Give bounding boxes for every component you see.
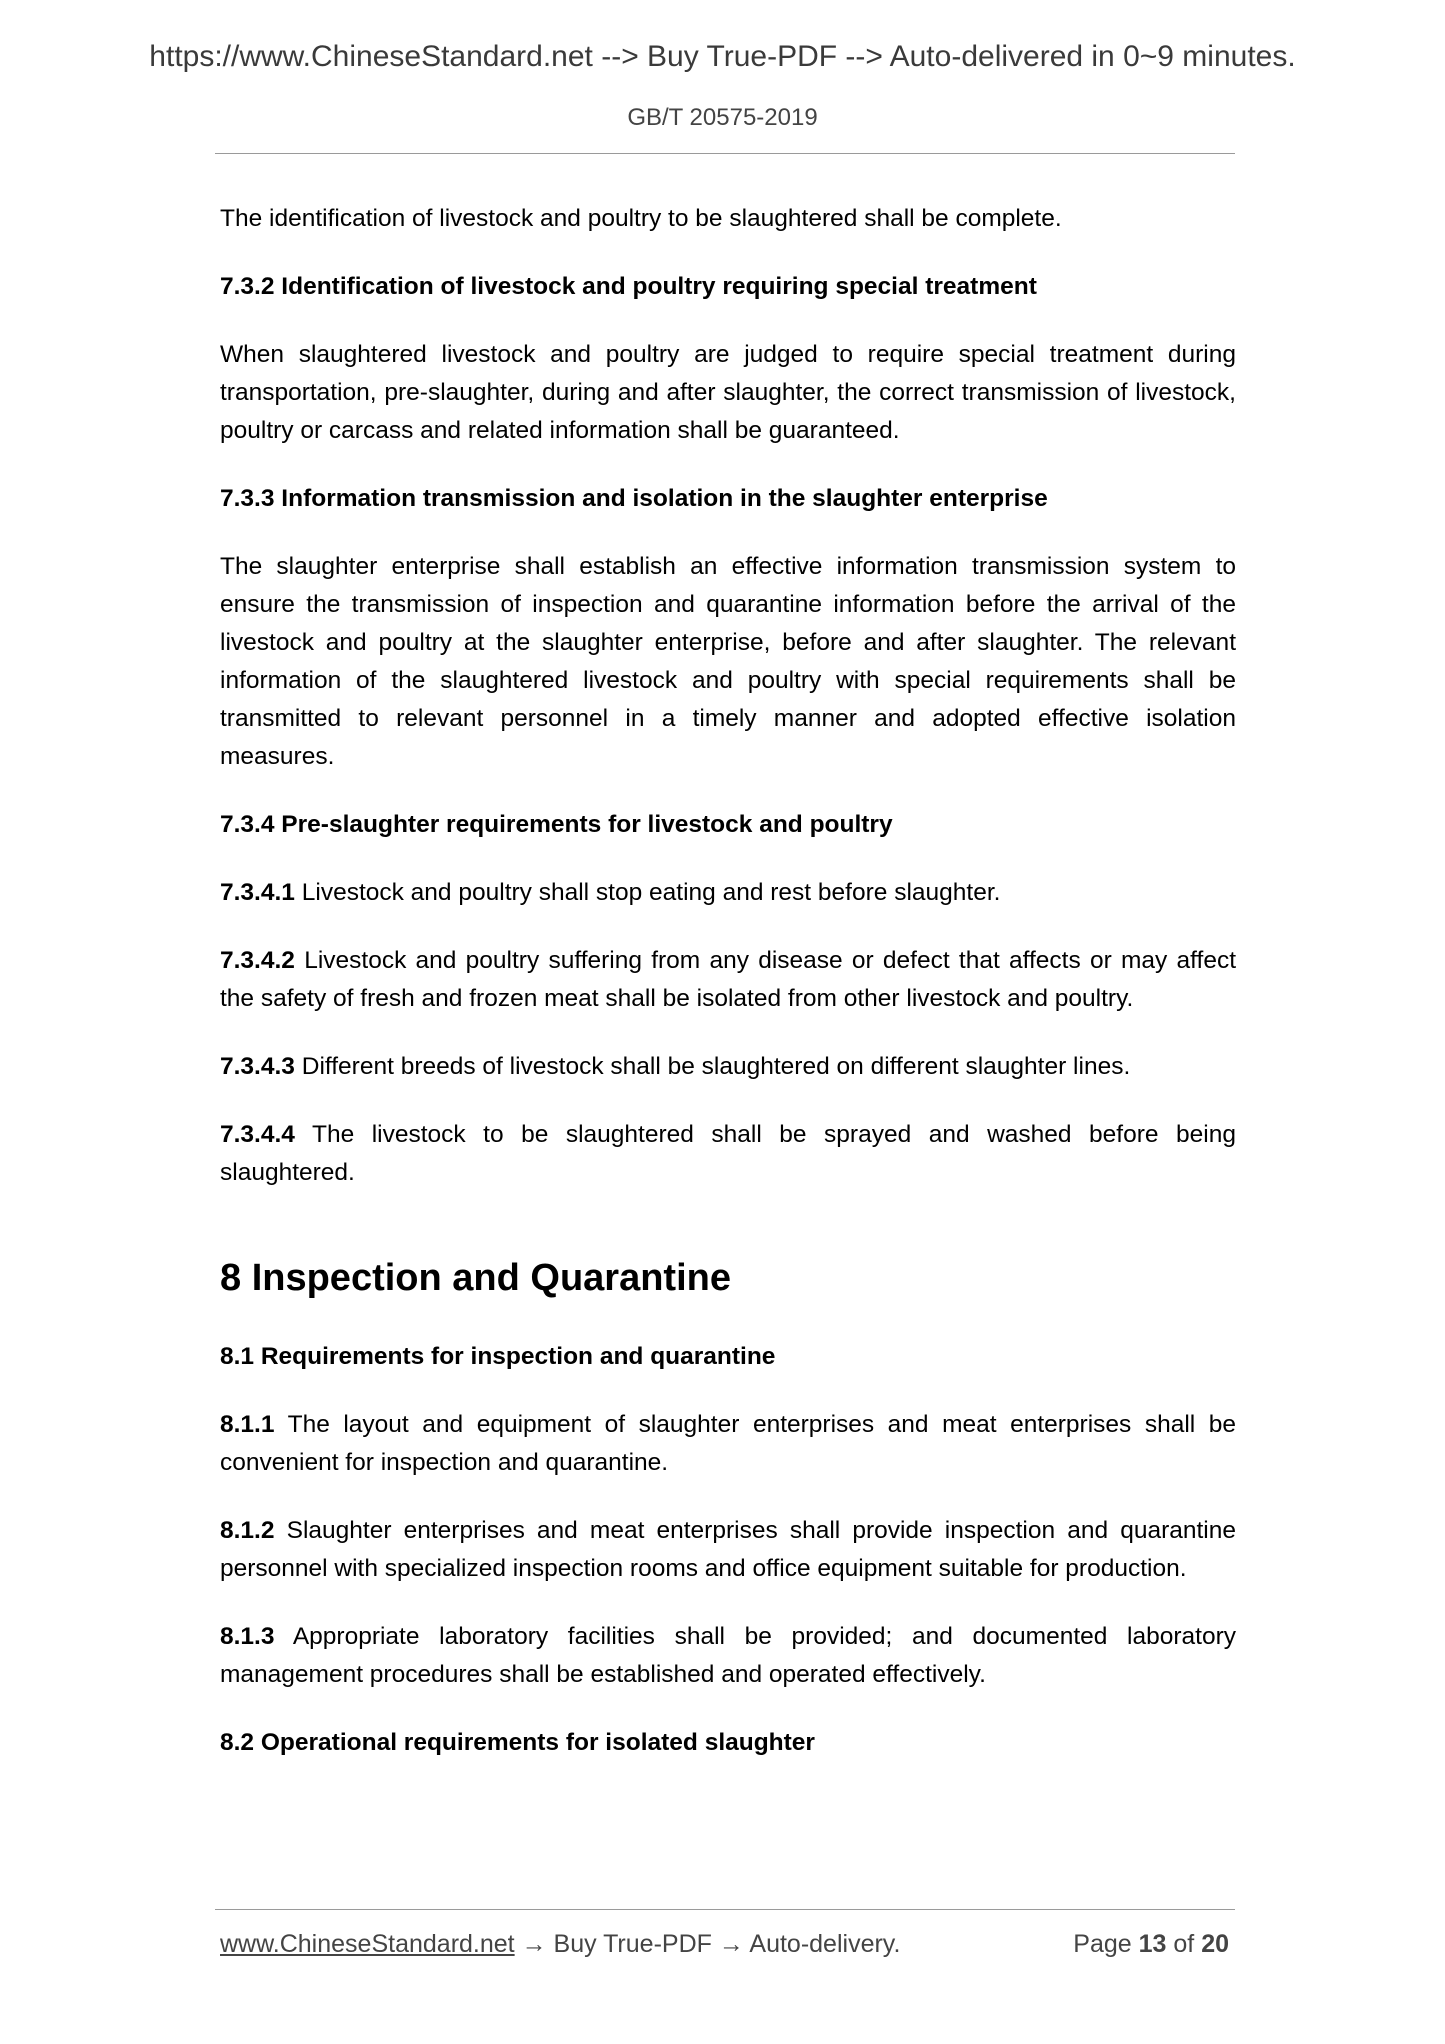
clause-number: 7.3.4.4 bbox=[220, 1121, 295, 1148]
clause-8-1-1 bbox=[220, 1406, 1236, 1482]
clause-text: The layout and equipment of slaughter enterprises and meat enterprises shall be convenient for inspection and quarantine. bbox=[220, 1411, 1237, 1476]
clause-7-3-4-1 bbox=[220, 874, 1236, 912]
clause-text: Slaughter enterprises and meat enterprises shall provide inspection and quarantine personnel with specialized inspection rooms and office equipment suitable for production. bbox=[220, 1517, 1237, 1582]
footer-tagline: → Buy True-PDF → Auto-delivery. bbox=[514, 1930, 901, 1958]
document-body bbox=[220, 200, 1236, 1792]
heading-7-3-2: 7.3.2 Identification of livestock and poultry requiring special treatment bbox=[220, 273, 1037, 300]
clause-number: 8.1.2 bbox=[220, 1517, 275, 1544]
section-heading-8: 8 Inspection and Quarantine bbox=[220, 1257, 731, 1299]
footer-left bbox=[220, 1930, 900, 1959]
clause-8-1-2 bbox=[220, 1512, 1236, 1588]
page-indicator bbox=[1073, 1930, 1229, 1959]
paragraph-identification-complete: The identification of livestock and poultry to be slaughtered shall be complete. bbox=[220, 205, 1062, 232]
clause-7-3-4-4 bbox=[220, 1116, 1236, 1192]
clause-text: Appropriate laboratory facilities shall be provided; and documented laboratory management procedures shall be established and operated effectively. bbox=[220, 1623, 1236, 1688]
page-total: 20 bbox=[1201, 1930, 1229, 1958]
clause-text: Different breeds of livestock shall be slaughtered on different slaughter lines. bbox=[301, 1053, 1131, 1080]
heading-7-3-4: 7.3.4 Pre-slaughter requirements for livestock and poultry bbox=[220, 811, 893, 838]
standard-id: GB/T 20575-2019 bbox=[627, 104, 818, 131]
top-banner: https://www.ChineseStandard.net --> Buy True-PDF --> Auto-delivered in 0~9 minutes. bbox=[149, 40, 1296, 73]
page-current: 13 bbox=[1138, 1930, 1167, 1958]
footer-divider bbox=[215, 1909, 1235, 1910]
clause-7-3-4-2 bbox=[220, 942, 1236, 1018]
heading-8-1: 8.1 Requirements for inspection and quarantine bbox=[220, 1343, 776, 1370]
paragraph-7-3-2: When slaughtered livestock and poultry are judged to require special treatment during transportation, pre-slaughter, during and after slaughter, the correct transmission of livestock, poultry or carcass and related information shall be guaranteed. bbox=[220, 341, 1236, 444]
page-of: of bbox=[1173, 1930, 1195, 1958]
clause-number: 7.3.4.2 bbox=[220, 947, 295, 974]
clause-7-3-4-3 bbox=[220, 1048, 1236, 1086]
heading-8-2: 8.2 Operational requirements for isolated slaughter bbox=[220, 1729, 815, 1756]
page-label: Page bbox=[1073, 1930, 1132, 1958]
clause-8-1-3 bbox=[220, 1618, 1236, 1694]
clause-text: Livestock and poultry suffering from any disease or defect that affects or may affect the safety of fresh and frozen meat shall be isolated from other livestock and poultry. bbox=[220, 947, 1237, 1012]
paragraph-7-3-3: The slaughter enterprise shall establish an effective information transmission system to ensure the transmission of inspection and quarantine information before the arrival of the livestock and poultry at the slaughter enterprise, before and after slaughter. The relevant information of the slaughtered livestock and poultry with special requirements shall be transmitted to relevant personnel in a timely manner and adopted effective isolation measures. bbox=[220, 553, 1236, 770]
header-divider bbox=[215, 153, 1235, 154]
heading-7-3-3: 7.3.3 Information transmission and isolation in the slaughter enterprise bbox=[220, 485, 1048, 512]
clause-text: Livestock and poultry shall stop eating and rest before slaughter. bbox=[301, 879, 1001, 906]
clause-text: The livestock to be slaughtered shall be sprayed and washed before being slaughtered. bbox=[220, 1121, 1236, 1186]
clause-number: 7.3.4.3 bbox=[220, 1053, 295, 1080]
clause-number: 8.1.1 bbox=[220, 1411, 275, 1438]
site-link[interactable]: www.ChineseStandard.net bbox=[220, 1930, 515, 1958]
clause-number: 7.3.4.1 bbox=[220, 879, 295, 906]
clause-number: 8.1.3 bbox=[220, 1623, 275, 1650]
